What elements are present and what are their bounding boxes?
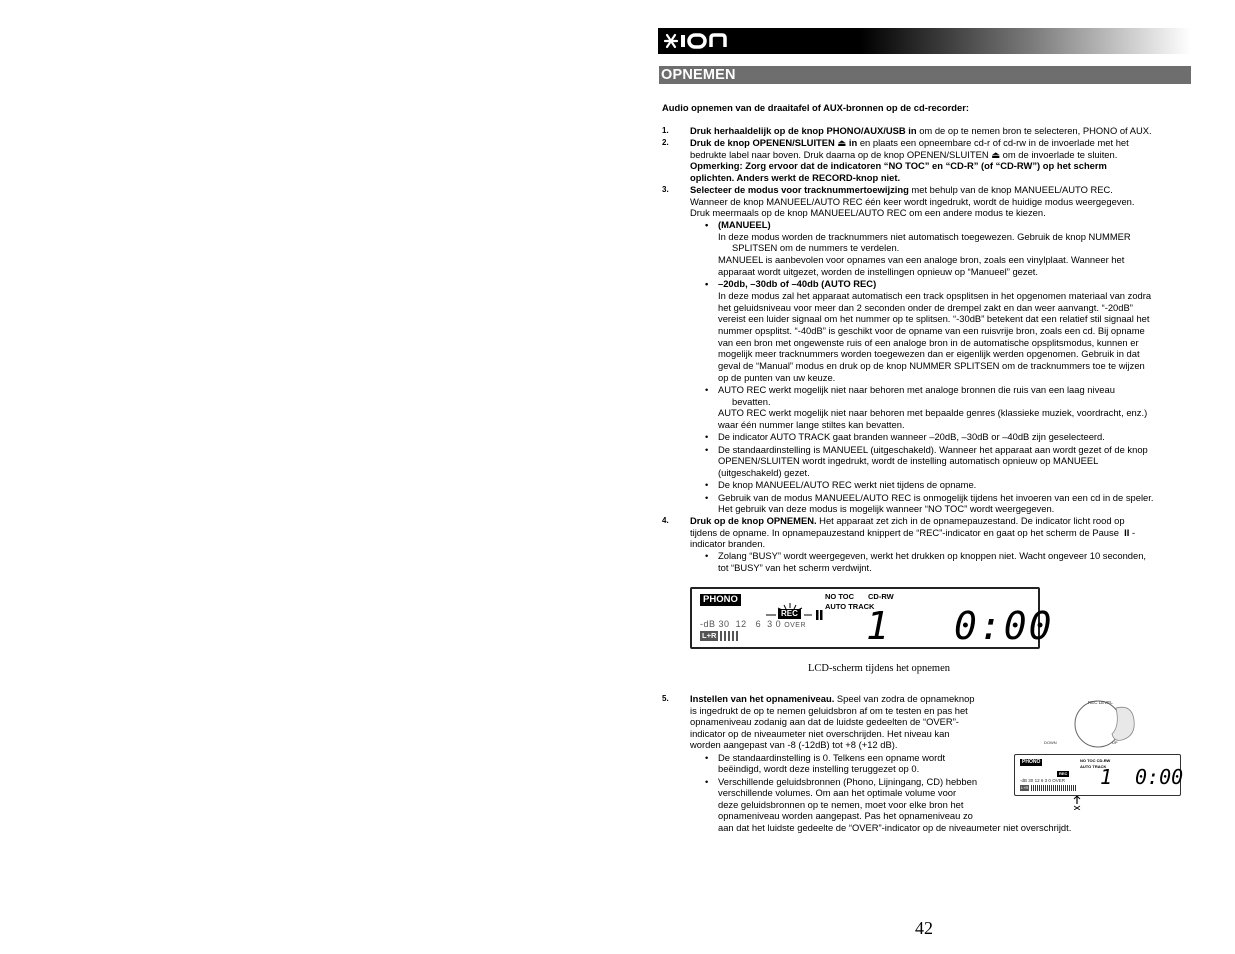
lcd-meter-scale: -dB 30 12 6 3 0 OVER <box>700 619 807 629</box>
step-2-line: Druk de knop OPENEN/SLUITEN ⏏ in en plaats een opneembare cd-r of cd-rw in de invoerlade met het <box>690 137 1129 148</box>
figure-caption: LCD-scherm tijdens het opnemen <box>808 663 951 674</box>
small-lcd-auto-track: AUTO TRACK <box>1080 764 1107 769</box>
lcd-time: 0:00 <box>954 604 1054 648</box>
small-lcd-meter-scale: -dB 30 12 6 3 0 OVER <box>1020 778 1065 783</box>
bullet-text: Het gebruik van deze modus is mogelijk wanneer “NO TOC” wordt weergegeven. <box>718 503 1055 514</box>
step-number: 2. <box>662 138 669 147</box>
lcd-no-toc: NO TOC <box>825 592 855 601</box>
bullet-text: • De standaardinstelling is MANUEEL (uitgeschakeld). Wanneer het apparaat aan wordt gezet of de knop <box>718 444 1148 456</box>
knob-label: REC LEVEL <box>1088 700 1113 705</box>
section-title: OPNEMEN <box>661 67 736 83</box>
bullet-text: AUTO REC werkt mogelijk niet naar behoren met bepaalde genres (klassieke muziek, voordracht, enz.) <box>718 407 1148 418</box>
eject-icon: ⏏ <box>991 149 1001 160</box>
pause-icon: II <box>1124 527 1130 538</box>
section-title-bar <box>659 66 1191 84</box>
manual-text: In deze modus worden de tracknummers niet automatisch toegewezen. Gebruik de knop NUMMER <box>718 231 1131 242</box>
auto-text: geval de “Manual” modus en druk op de knop NUMMER SPLITSEN om de tracknummers toe te wijzen <box>718 360 1145 371</box>
bullet-text: deze geluidsbronnen op te nemen, moet voor elke bron het <box>718 799 964 810</box>
knob-up-label: UP <box>1112 740 1118 745</box>
auto-text: mogelijk meer tracknummers worden toegewezen dan er eigenlijk werden opgenomen. Gebruik in dat <box>718 348 1140 359</box>
step-5-line: opnameniveau zodanig aan dat de luidste gedeelten de “OVER”- <box>690 716 959 727</box>
intro-text: Audio opnemen van de draaitafel of AUX-bronnen op de cd-recorder: <box>662 102 969 113</box>
step-5-line: worden aangepast van -8 (-12dB) tot +8 (+12 dB). <box>690 739 898 750</box>
bullet-text: waar één nummer lange stiltes kan bevatten. <box>718 419 905 430</box>
bullet-text: • Gebruik van de modus MANUEEL/AUTO REC is onmogelijk tijdens het invoeren van een cd in de speler. <box>718 492 1153 504</box>
step-3-line: Selecteer de modus voor tracknummertoewijzing met behulp van de knop MANUEEL/AUTO REC. <box>690 184 1113 195</box>
bullet-text: OPENEN/SLUITEN wordt ingedrukt, wordt de instelling automatisch opnieuw op MANUEEL <box>718 455 1099 466</box>
bullet-text: opnameniveau worden aangepast. Pas het opnameniveau zo <box>718 810 973 821</box>
small-lcd-no-toc: NO TOC CD-RW <box>1080 758 1111 763</box>
step-5-line: indicator op de niveaumeter niet overschrijden. Het niveau kan <box>690 728 950 739</box>
step-5-line: Instellen van het opnameniveau. Speel van zodra de opnameknop <box>690 693 975 704</box>
step-1-text: Druk herhaaldelijk op de knop PHONO/AUX/USB in om de op te nemen bron te selecteren, PHONO of AUX. <box>690 125 1152 136</box>
bullet-text: verschillende volumes. Om aan het optimale volume voor <box>718 787 957 798</box>
step-2-note: oplichten. Anders werkt de RECORD-knop niet. <box>690 172 901 183</box>
lcd-rec-indicator: REC <box>778 609 801 619</box>
auto-text: nummer opsplitst. “-40dB” is geschikt voor de opname van een ruisvrije bron, zoals een cd. Bij opname <box>718 325 1145 336</box>
bullet-auto-head: • –20db, –30db of –40db (AUTO REC) <box>718 278 876 290</box>
level-pointer-icon <box>1072 796 1082 810</box>
bullet-text: aan dat het luidste gedeelte de “OVER”-indicator op de niveaumeter niet overschrijdt. <box>718 822 1072 833</box>
step-4-line: Druk op de knop OPNEMEN. Het apparaat zet zich in de opnamepauzestand. De indicator licht rood op <box>690 515 1125 526</box>
bullet-text: bevatten. <box>732 396 771 407</box>
step-2-note: Opmerking: Zorg ervoor dat de indicatoren “NO TOC” en “CD-R” (of “CD-RW”) op het scherm <box>690 160 1107 171</box>
manual-text: MANUEEL is aanbevolen voor opnames van een analoge bron, zoals een vinylplaat. Wanneer het <box>718 254 1125 265</box>
small-lcd-phono: PHONO <box>1022 759 1041 765</box>
small-lcd-lr: L+R <box>1021 785 1029 790</box>
manual-text: SPLITSEN om de nummers te verdelen. <box>732 242 900 253</box>
lcd-level-meter <box>720 631 740 641</box>
bullet-text: • Verschillende geluidsbronnen (Phono, Lijningang, CD) hebben <box>718 776 977 788</box>
auto-text: op de punten van uw keuze. <box>718 372 836 383</box>
step-2-line: bedrukte label naar boven. Druk daarna op de knop OPENEN/SLUITEN ⏏ om de invoerlade te sluiten. <box>690 149 1118 160</box>
step-5-line: is ingedrukt de op te nemen geluidsbron af om te testen en pas het <box>690 705 968 716</box>
bullet-text: • De indicator AUTO TRACK gaat branden wanneer –20dB, –30dB or –40dB zijn geselecteerd. <box>718 431 1105 443</box>
knob-down-label: DOWN <box>1044 740 1057 745</box>
small-lcd-time: 0:00 <box>1135 765 1184 789</box>
step-number: 1. <box>662 126 669 135</box>
lcd-auto-track: AUTO TRACK <box>825 602 875 611</box>
auto-text: van een bron met ongewenste ruis of een analoge bron in de automatische opsplitsmodus, kunnen er <box>718 337 1139 348</box>
header-gradient-bar <box>658 28 1191 54</box>
step-4-line: tijdens de opname. In opnamepauzestand knippert de “REC”-indicator en gaat op het scherm de Pause II - <box>690 527 1136 538</box>
bullet-text: • De standaardinstelling is 0. Telkens een opname wordt <box>718 752 945 764</box>
auto-text: het geluidsniveau voor meer dan 2 seconden onder de drempel zakt en dan weer aanvangt. “-20dB” <box>718 302 1133 313</box>
eject-icon: ⏏ <box>837 137 847 148</box>
auto-text: vereist een luider signaal om het nummer op te splitsen. “-30dB” betekent dat een relatief stil signaal het <box>718 313 1150 324</box>
step-number: 3. <box>662 185 669 194</box>
page-number: 42 <box>915 918 933 938</box>
bullet-text: • Zolang “BUSY” wordt weergegeven, werkt het drukken op knoppen niet. Wacht ongeveer 10 seconden, <box>718 550 1146 562</box>
bullet-text: tot “BUSY” van het scherm verdwijnt. <box>718 562 872 573</box>
small-lcd-display <box>1014 754 1184 796</box>
ion-logo <box>662 30 732 52</box>
lcd-track-number: 1 <box>866 604 889 648</box>
lcd-display <box>690 587 1054 649</box>
bullet-text: (uitgeschakeld) gezet. <box>718 467 810 478</box>
step-3-line: Wanneer de knop MANUEEL/AUTO REC één keer wordt ingedrukt, wordt de huidige modus weergegeven. <box>690 196 1135 207</box>
step-4-line: indicator branden. <box>690 538 766 549</box>
bullet-text: beëindigd, wordt deze instelling teruggezet op 0. <box>718 763 920 774</box>
manual-text: apparaat wordt uitgezet, worden de instellingen opnieuw op “Manueel” gezet. <box>718 266 1038 277</box>
lcd-lr-indicator: L+R <box>702 631 717 640</box>
auto-text: In deze modus zal het apparaat automatisch een track opsplitsen in het opgenomen materiaal van zodra <box>718 290 1152 301</box>
bullet-text: • AUTO REC werkt mogelijk niet naar behoren met analoge bronnen die ruis van een laag niveau <box>718 384 1115 396</box>
bullet-manual-head: • (MANUEEL) <box>718 219 771 231</box>
step-3-line: Druk meermaals op de knop MANUEEL/AUTO REC om een andere modus te kiezen. <box>690 207 1046 218</box>
small-lcd-rec: REC <box>1059 771 1068 776</box>
small-lcd-meter <box>1031 785 1077 791</box>
step-number: 5. <box>662 694 669 703</box>
step-number: 4. <box>662 516 669 525</box>
lcd-cd-rw: CD-RW <box>868 592 894 601</box>
bullet-text: • De knop MANUEEL/AUTO REC werkt niet tijdens de opname. <box>718 479 976 491</box>
lcd-phono-indicator: PHONO <box>700 594 741 606</box>
small-lcd-track: 1 <box>1100 765 1113 789</box>
